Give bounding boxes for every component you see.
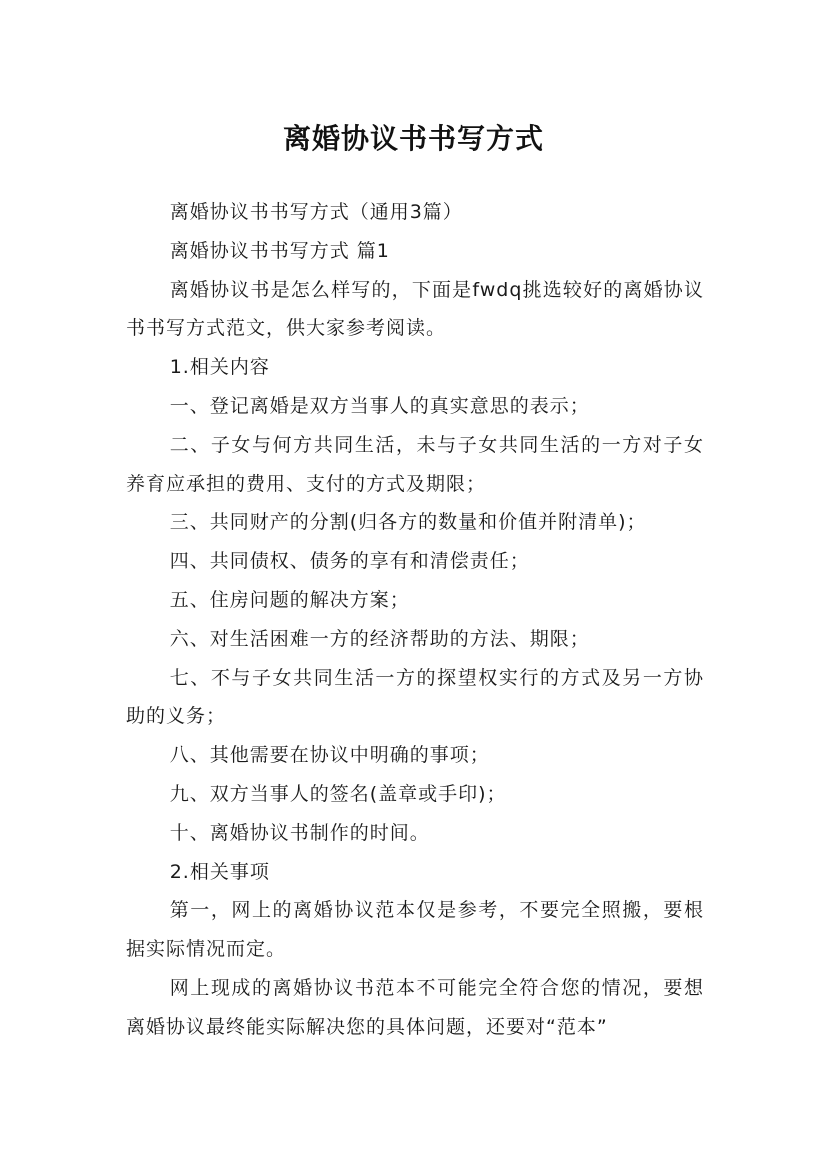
paragraph: 第一，网上的离婚协议范本仅是参考，不要完全照搬，要根据实际情况而定。 xyxy=(126,899,704,961)
paragraph: 离婚协议书书写方式 篇1 xyxy=(169,239,390,262)
paragraph: 十、离婚协议书制作的时间。 xyxy=(169,821,430,844)
paragraph: 1.相关内容 xyxy=(169,356,270,379)
paragraph: 离婚协议书书写方式（通用3篇） xyxy=(169,201,463,223)
paragraph: 一、登记离婚是双方当事人的真实意思的表示； xyxy=(169,394,590,417)
paragraph: 三、共同财产的分割(归各方的数量和价值并附清单)； xyxy=(169,511,647,534)
paragraph: 离婚协议书是怎么样写的，下面是fwdq挑选较好的离婚协议书书写方式范文，供大家参考阅读。 xyxy=(126,278,704,340)
paragraph: 四、共同债权、债务的享有和清偿责任； xyxy=(169,550,530,573)
paragraph: 七、不与子女共同生活一方的探望权实行的方式及另一方协助的义务； xyxy=(126,666,704,728)
paragraph: 六、对生活困难一方的经济帮助的方法、期限； xyxy=(169,627,590,650)
paragraph: 九、双方当事人的签名(盖章或手印)； xyxy=(169,782,507,805)
document-body xyxy=(126,193,704,1047)
paragraph: 五、住房问题的解决方案； xyxy=(169,588,410,611)
paragraph: 网上现成的离婚协议书范本不可能完全符合您的情况，要想离婚协议最终能实际解决您的具体问题，还要对“范本” xyxy=(126,976,704,1038)
paragraph: 八、其他需要在协议中明确的事项； xyxy=(169,744,490,767)
paragraph: 2.相关事项 xyxy=(169,860,270,883)
document-title: 离婚协议书书写方式 xyxy=(282,121,544,155)
paragraph: 二、子女与何方共同生活，未与子女共同生活的一方对子女养育应承担的费用、支付的方式及期限； xyxy=(126,433,704,495)
